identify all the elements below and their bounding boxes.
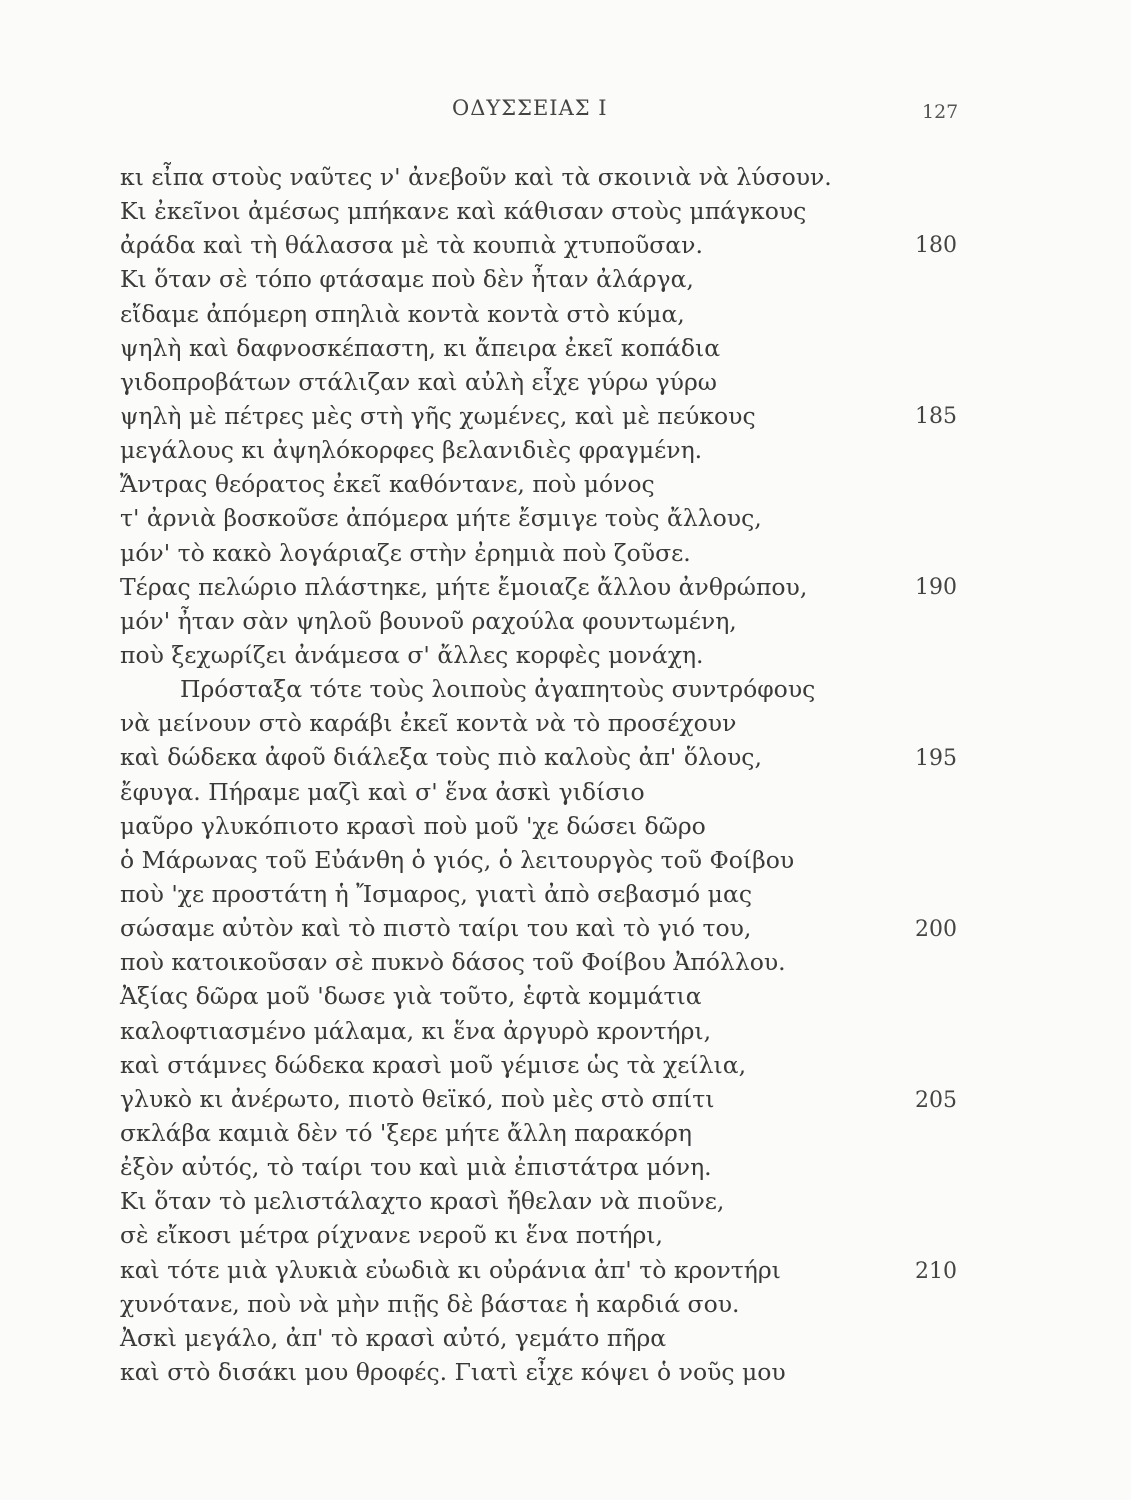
verse-line: μαῦρο γλυκόπιοτο κρασὶ ποὺ μοῦ 'χε δώσει δῶρο xyxy=(120,811,706,840)
verse-line: γιδοπροβάτων στάλιζαν καὶ αὐλὴ εἶχε γύρω γύρω xyxy=(120,367,717,396)
verse-line: σώσαμε αὐτὸν καὶ τὸ πιστὸ ταίρι του καὶ τὸ γιό του, xyxy=(120,914,752,943)
line-number: 190 xyxy=(915,575,957,600)
verse-line: ὁ Μάρωνας τοῦ Εὐάνθη ὁ γιός, ὁ λειτουργὸς τοῦ Φοίβου xyxy=(120,845,795,874)
verse-block xyxy=(120,160,832,1389)
verse-line: χυνότανε, ποὺ νὰ μὴν πιῇς δὲ βάσταε ἡ καρδιά σου. xyxy=(120,1289,740,1318)
verse-line: ποὺ κατοικοῦσαν σὲ πυκνὸ δάσος τοῦ Φοίβου Ἀπόλλου. xyxy=(120,948,786,977)
verse-line: ψηλὴ μὲ πέτρες μὲς στὴ γῆς χωμένες, καὶ μὲ πεύκους xyxy=(120,401,756,430)
line-number: 180 xyxy=(915,233,957,258)
verse-line: Κι ὅταν σὲ τόπο φτάσαμε ποὺ δὲν ἦταν ἀλάργα, xyxy=(120,265,694,294)
verse-line: καλοφτιασμένο μάλαμα, κι ἕνα ἀργυρὸ κροντήρι, xyxy=(120,1016,712,1045)
verse-line: μόν' τὸ κακὸ λογάριαζε στὴν ἐρημιὰ ποὺ ζοῦσε. xyxy=(120,538,691,567)
verse-line: ψηλὴ καὶ δαφνοσκέπαστη, κι ἄπειρα ἐκεῖ κοπάδια xyxy=(120,333,721,362)
verse-line: σὲ εἴκοσι μέτρα ρίχνανε νεροῦ κι ἕνα ποτήρι, xyxy=(120,1221,663,1250)
verse-line: ἐξὸν αὐτός, τὸ ταίρι του καὶ μιὰ ἐπιστάτρα μόνη. xyxy=(120,1153,712,1182)
running-head-title: ΟΔΥΣΣΕΙΑΣ Ι xyxy=(452,96,608,120)
verse-line: Ἀξίας δῶρα μοῦ 'δωσε γιὰ τοῦτο, ἑφτὰ κομμάτια xyxy=(120,982,702,1011)
verse-line: καὶ τότε μιὰ γλυκιὰ εὐωδιὰ κι οὐράνια ἀπ' τὸ κροντήρι xyxy=(120,1255,781,1284)
verse-line: μεγάλους κι ἀψηλόκορφες βελανιδιὲς φραγμένη. xyxy=(120,436,703,465)
verse-line: Κι ὅταν τὸ μελιστάλαχτο κρασὶ ἤθελαν νὰ πιοῦνε, xyxy=(120,1187,725,1216)
verse-line: τ' ἀρνιὰ βοσκοῦσε ἀπόμερα μήτε ἔσμιγε τοὺς ἄλλους, xyxy=(120,504,762,533)
verse-line: εἴδαμε ἀπόμερη σπηλιὰ κοντὰ κοντὰ στὸ κύμα, xyxy=(120,299,685,328)
verse-line: Ἄντρας θεόρατος ἐκεῖ καθόντανε, ποὺ μόνος xyxy=(120,470,655,499)
line-number: 205 xyxy=(915,1088,957,1113)
verse-line: νὰ μείνουν στὸ καράβι ἐκεῖ κοντὰ νὰ τὸ προσέχουν xyxy=(120,709,737,738)
verse-line: ἔφυγα. Πήραμε μαζὶ καὶ σ' ἕνα ἀσκὶ γιδίσιο xyxy=(120,777,645,806)
line-number: 200 xyxy=(915,917,957,942)
line-number: 185 xyxy=(915,404,957,429)
verse-line: γλυκὸ κι ἀνέρωτο, πιοτὸ θεϊκό, ποὺ μὲς στὸ σπίτι xyxy=(120,1084,715,1113)
verse-line: Κι ἐκεῖνοι ἀμέσως μπήκανε καὶ κάθισαν στοὺς μπάγκους xyxy=(120,197,807,226)
verse-line: Ἀσκὶ μεγάλο, ἀπ' τὸ κρασὶ αὐτό, γεμάτο πῆρα xyxy=(120,1323,667,1352)
verse-line: Τέρας πελώριο πλάστηκε, μήτε ἔμοιαζε ἄλλου ἀνθρώπου, xyxy=(120,572,808,601)
page-number: 127 xyxy=(922,101,959,123)
verse-line: καὶ δώδεκα ἀφοῦ διάλεξα τοὺς πιὸ καλοὺς ἀπ' ὅλους, xyxy=(120,743,762,772)
verse-line: καὶ στὸ δισάκι μου θροφές. Γιατὶ εἶχε κόψει ὁ νοῦς μου xyxy=(120,1357,786,1386)
line-number: 210 xyxy=(915,1259,957,1284)
line-number: 195 xyxy=(915,746,957,771)
verse-line: ποὺ 'χε προστάτη ἡ Ἴσμαρος, γιατὶ ἀπὸ σεβασμό μας xyxy=(120,879,752,908)
verse-line: καὶ στάμνες δώδεκα κρασὶ μοῦ γέμισε ὡς τὰ χείλια, xyxy=(120,1050,747,1079)
verse-line: μόν' ἦταν σὰν ψηλοῦ βουνοῦ ραχούλα φουντωμένη, xyxy=(120,606,737,635)
verse-line: Πρόσταξα τότε τοὺς λοιποὺς ἀγαπητοὺς συντρόφους xyxy=(180,675,816,704)
verse-line: σκλάβα καμιὰ δὲν τό 'ξερε μήτε ἄλλη παρακόρη xyxy=(120,1118,692,1147)
verse-line: ποὺ ξεχωρίζει ἀνάμεσα σ' ἄλλες κορφὲς μονάχη. xyxy=(120,640,704,669)
verse-line: κι εἶπα στοὺς ναῦτες ν' ἀνεβοῦν καὶ τὰ σκοινιὰ νὰ λύσουν. xyxy=(120,163,832,191)
verse-line: ἀράδα καὶ τὴ θάλασσα μὲ τὰ κουπιὰ χτυποῦσαν. xyxy=(120,231,703,260)
